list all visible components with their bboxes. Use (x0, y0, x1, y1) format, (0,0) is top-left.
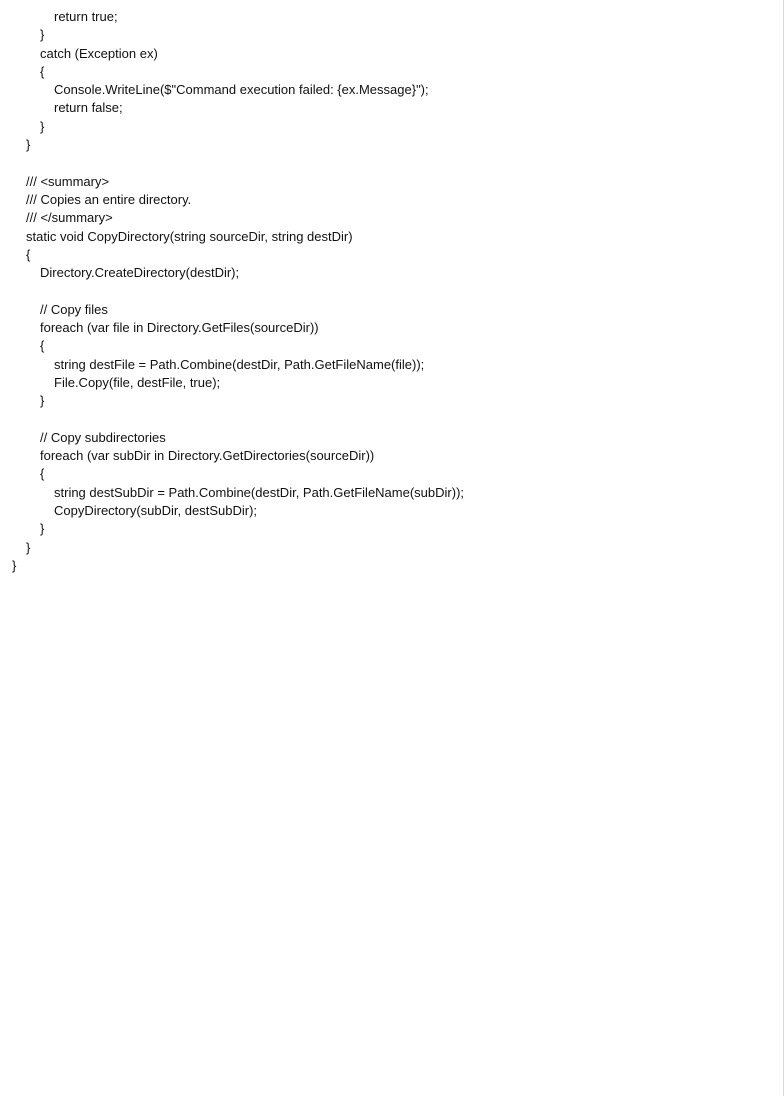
code-line: { (40, 338, 45, 354)
code-line: File.Copy(file, destFile, true); (54, 374, 221, 390)
code-line: { (26, 246, 31, 262)
code-line: } (26, 137, 31, 153)
code-line: foreach (var file in Directory.GetFiles(sourceDir)) (40, 320, 319, 336)
code-line: // Copy files (40, 301, 108, 317)
code-line: // Copy subdirectories (40, 429, 166, 445)
code-line: string destFile = Path.Combine(destDir, Path.GetFileName(file)); (54, 356, 425, 372)
code-line (12, 154, 464, 172)
code-line: { (40, 63, 45, 79)
code-line: return false; (54, 100, 123, 116)
code-line: /// <summary> (26, 173, 110, 189)
code-line (12, 282, 464, 300)
code-line: return true; (54, 9, 118, 24)
code-block (12, 8, 464, 575)
code-line: /// Copies an entire directory. (26, 191, 192, 207)
code-line: } (40, 521, 45, 537)
code-line: static void CopyDirectory(string sourceDir, string destDir) (26, 228, 353, 244)
code-line (12, 411, 464, 429)
code-line: /// </summary> (26, 210, 113, 226)
code-line: catch (Exception ex) (40, 45, 158, 61)
code-line: } (26, 539, 31, 555)
code-line: CopyDirectory(subDir, destSubDir); (54, 503, 258, 519)
code-line: foreach (var subDir in Directory.GetDirectories(sourceDir)) (40, 448, 375, 464)
code-line: } (40, 27, 45, 43)
code-line: Console.WriteLine($"Command execution failed: {ex.Message}"); (54, 82, 429, 98)
code-line: } (40, 393, 45, 409)
code-line: Directory.CreateDirectory(destDir); (40, 265, 240, 281)
code-line: { (40, 466, 45, 482)
code-line: } (12, 557, 17, 573)
code-line: string destSubDir = Path.Combine(destDir, Path.GetFileName(subDir)); (54, 484, 465, 500)
code-line: } (40, 118, 45, 134)
